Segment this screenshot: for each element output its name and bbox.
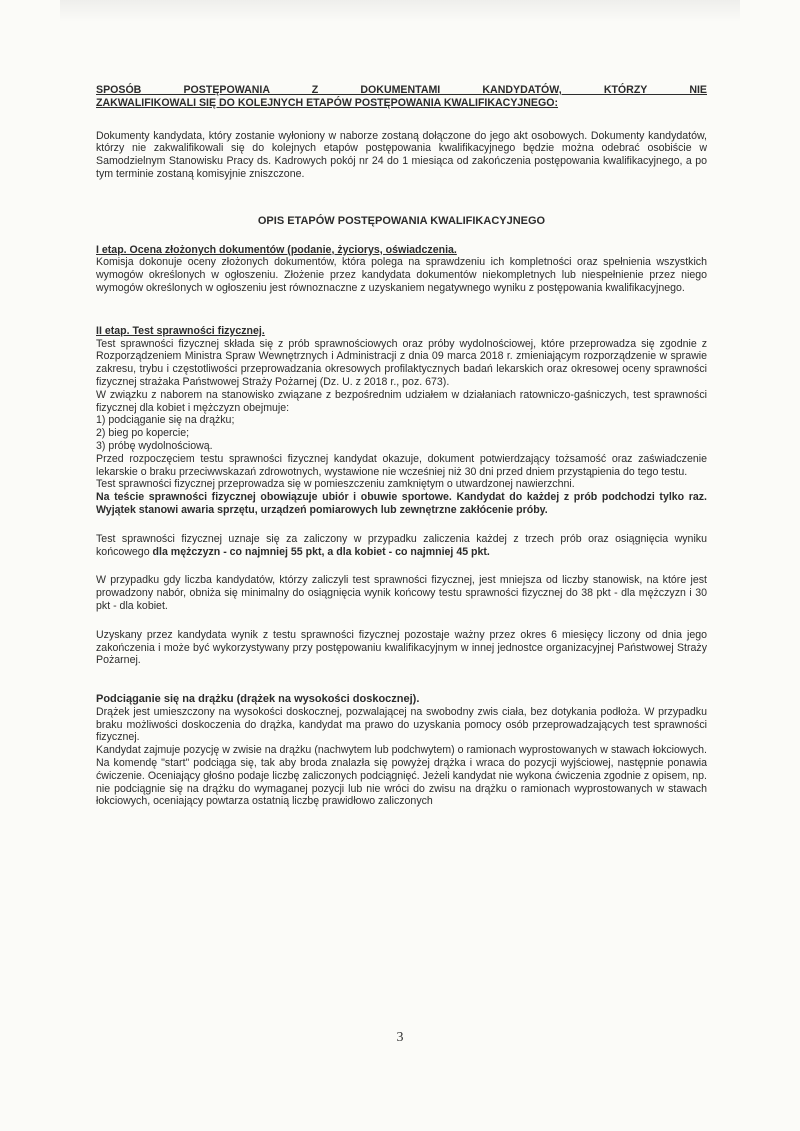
stage2-paragraph-documents: Przed rozpoczęciem testu sprawności fizycznej kandydat okazuje, dokument potwierdzający tożsamość oraz zaświadczenie lekarskie o braku przeciwwskazań zdrowotnych, wystawione nie wcześniej niż 30 dni przed dniem przystąpienia do tego testu. (96, 452, 707, 478)
pullup-paragraph-bar: Drążek jest umieszczony na wysokości doskocznej, pozwalającej na swobodny zwis ciała, bez dotykania podłoża. W przypadku braku możliwości doskoczenia do drążka, kandydat ma prawo do uzyskania pomocy osób przeprowadzających test sprawności fizycznej. (96, 705, 707, 744)
pass-threshold: dla mężczyzn - co najmniej 55 pkt, a dla kobiet - co najmniej 45 pkt. (152, 545, 490, 558)
stage2-paragraph-attire: Na teście sprawności fizycznej obowiązuje ubiór i obuwie sportowe. Kandydat do każdej z prób podchodzi tylko raz. Wyjątek stanowi awaria sprzętu, urządzeń pomiarowych lub zewnętrzne zakłócenie próby. (96, 491, 707, 516)
stage2-paragraph-room: Test sprawności fizycznej przeprowadza się w pomieszczeniu zamkniętym o utwardzonej nawierzchni. (96, 478, 575, 491)
list-item: 2) bieg po kopercie; (96, 427, 190, 440)
stage2-paragraph-regulation: Test sprawności fizycznej składa się z prób sprawnościowych oraz próby wydolnościowej, które przeprowadza się zgodnie z Rozporządzeniem Ministra Spraw Wewnętrznych i Administracji z dnia 09 marca 2018 r. zmieniającym rozporządzenie w sprawie zakresu, trybu i częstotliwości przeprowadzania okresowych profilaktycznych badań lekarskich oraz okresowej oceny sprawności fizycznej strażaka Państwowej Straży Pożarnej (Dz. U. z 2018 r., poz. 673). (96, 337, 707, 388)
stage1-title: I etap. Ocena złożonych dokumentów (podanie, życiorys, oświadczenia. (96, 243, 457, 256)
stage2-paragraph-pass (96, 533, 707, 559)
pullup-paragraph-procedure: Kandydat zajmuje pozycję w zwisie na drążku (nachwytem lub podchwytem) o ramionach wyprostowanych w stawach łokciowych. Na komendę "start" podciąga się, tak aby broda znalazła się powyżej drążka i wraca do pozycji wyjściowej, następnie ponawia ćwiczenie. Oceniający głośno podaje liczbę zaliczonych podciągnięć. Jeżeli kandydat nie wykona ćwiczenia zgodnie z opisem, np. nie podciągnie się na drążku do wymaganej pozycji lub nie wróci do zwisu na drążku o ramionach wyprostowanych w stawach łokciowych, oceniający powtarza ostatnią liczbę prawidłowo zaliczonych (96, 744, 707, 808)
pass-text: Test sprawności fizycznej uznaje się za zaliczony w przypadku zaliczenia każdej z trzech prób oraz osiągnięcia wyniku końcowego (96, 532, 707, 558)
list-item: 1) podciąganie się na drążku; (96, 414, 235, 427)
page-number: 3 (396, 1030, 404, 1045)
stages-title: OPIS ETAPÓW POSTĘPOWANIA KWALIFIKACYJNEGO (257, 214, 546, 227)
stage2-paragraph-lowered: W przypadku gdy liczba kandydatów, którzy zaliczyli test sprawności fizycznej, jest mniejsza od liczby stanowisk, na które jest prowadzony nabór, obniża się minimalny do osiągnięcia wynik końcowy testu sprawności fizycznej do 38 pkt - dla mężczyzn i 30 pkt - dla kobiet. (96, 574, 707, 612)
stage1-text: Komisja dokonuje oceny złożonych dokumentów, która polega na sprawdzeniu ich kompletności oraz spełnienia wszystkich wymogów określonych w ogłoszeniu. Złożenie przez kandydata dokumentów niekompletnych lub niespełnienie przez niego wymogów określonych w ogłoszeniu jest równoznaczne z uzyskaniem negatywnego wyniku z postępowania kwalifikacyjnego. (96, 256, 707, 294)
stage2-paragraph-validity: Uzyskany przez kandydata wynik z testu sprawności fizycznej pozostaje ważny przez okres 6 miesięcy liczony od dnia jego zakończenia i może być wykorzystywany przy postępowaniu kwalifikacyjnym w innej jednostce organizacyjnej Państwowej Straży Pożarnej. (96, 628, 707, 667)
scan-smudge (60, 0, 740, 22)
pullup-title: Podciąganie się na drążku (drążek na wysokości doskocznej). (96, 693, 420, 706)
stage2-paragraph-scope: W związku z naborem na stanowisko związane z bezpośrednim udziałem w działaniach ratowniczo-gaśniczych, test sprawności fizycznej dla kobiet i mężczyzn obejmuje: (96, 388, 707, 414)
list-item: 3) próbę wydolnościową. (96, 439, 213, 452)
document-page (96, 84, 707, 808)
section-heading-line2: ZAKWALIFIKOWALI SIĘ DO KOLEJNYCH ETAPÓW POSTĘPOWANIA KWALIFIKACYJNEGO: (96, 96, 559, 109)
section-heading-line1: SPOSÓB POSTĘPOWANIA Z DOKUMENTAMI KANDYDATÓW, KTÓRZY NIE (96, 84, 707, 96)
stage2-title: II etap. Test sprawności fizycznej. (96, 324, 265, 337)
documents-paragraph: Dokumenty kandydata, który zostanie wyłoniony w naborze zostaną dołączone do jego akt osobowych. Dokumenty kandydatów, którzy nie zakwalifikowali się do kolejnych etapów postępowania kwalifikacyjnego będzie można odebrać osobiście w Samodzielnym Stanowisku Pracy ds. Kadrowych pokój nr 24 do 1 miesiąca od zakończenia postępowania kwalifikacyjnego, a po tym terminie zostaną komisyjnie zniszczone. (96, 129, 707, 180)
